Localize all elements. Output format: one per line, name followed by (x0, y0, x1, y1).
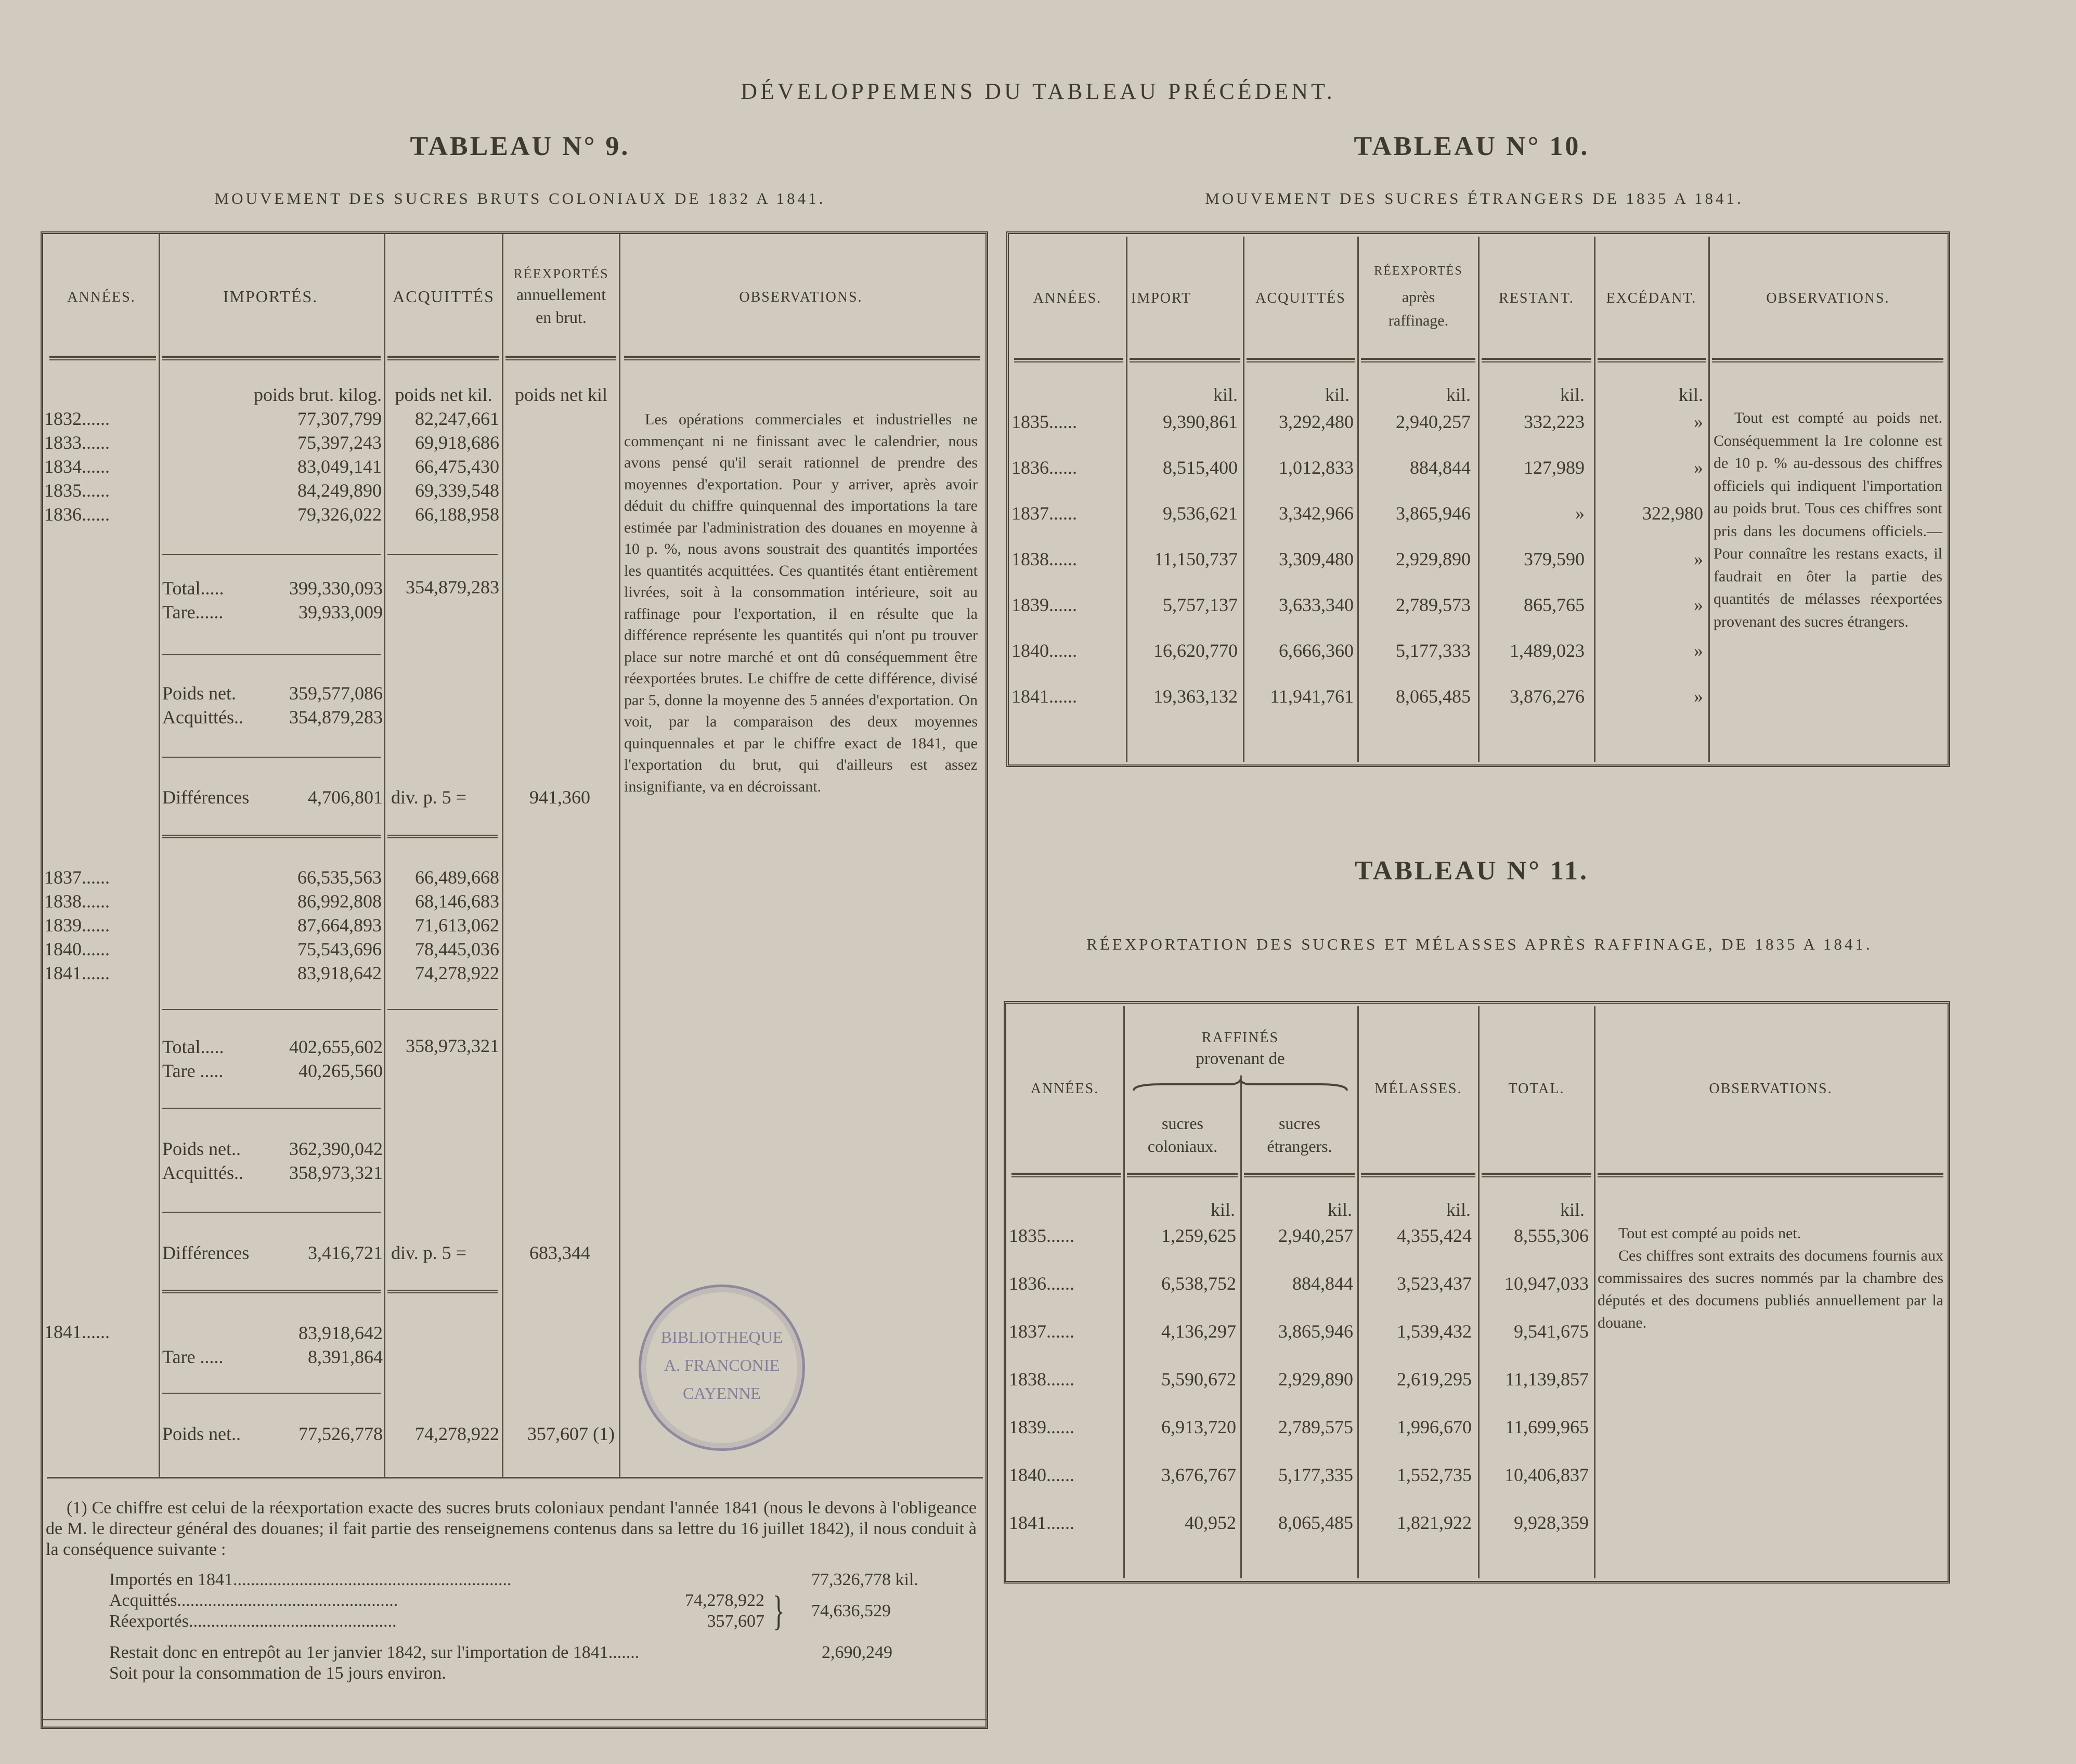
value-cell: 3,865,946 (1396, 503, 1471, 524)
page-heading: DÉVELOPPEMENS DU TABLEAU PRÉCÉDENT. (741, 79, 1335, 104)
t10-header-reexp-1: RÉEXPORTÉS (1374, 264, 1463, 278)
year-cell: 1839...... (1011, 594, 1077, 615)
value-cell: 3,876,276 (1510, 686, 1585, 707)
value-cell: 19,363,132 (1153, 686, 1238, 707)
value-cell: 2,789,573 (1396, 594, 1471, 615)
t11-unit: kil. (1210, 1199, 1235, 1220)
brace-icon (1131, 1079, 1350, 1095)
t9-footnote-value2a: 74,278,922 (685, 1591, 764, 1610)
value-cell: 75,543,696 (297, 939, 382, 959)
value-cell: 69,918,686 (415, 432, 499, 453)
t10-unit: kil. (1678, 384, 1703, 405)
value-cell: 8,555,306 (1514, 1225, 1589, 1246)
t9-footnote-text: (1) Ce chiffre est celui de la réexportation exacte des sucres bruts coloniaux pendant l'année 1841 (nous le devons à l'obligeance de M. le directeur général des douanes; il fait partie des renseignemens contenus dans sa lettre du 16 juillet 1842), il nous conduit à la conséquence suivante : (46, 1498, 977, 1559)
value-cell: 77,307,799 (297, 408, 382, 429)
value-cell: 66,475,430 (415, 456, 499, 477)
value-cell: 1,489,023 (1510, 640, 1585, 661)
value-cell: 8,065,485 (1278, 1512, 1353, 1533)
value-cell: 16,620,770 (1153, 640, 1238, 661)
t9-block1-importes (161, 407, 382, 526)
t9-header-reexp-2: annuellement (516, 285, 606, 304)
value-cell: 8,515,400 (1163, 457, 1238, 478)
value-cell: 3,676,767 (1161, 1464, 1236, 1485)
year-cell: 1835...... (1011, 411, 1077, 432)
year-cell: 1840...... (1011, 640, 1077, 661)
value-cell: 11,139,857 (1505, 1369, 1589, 1390)
value-cell: 2,789,575 (1278, 1417, 1353, 1437)
t9-block2-diff-val: 3,416,721 (308, 1242, 383, 1263)
t9-block3-values: 83,918,642 Tare ..... 8,391,864 (162, 1322, 383, 1367)
t9-block1-div: div. p. 5 = (391, 787, 466, 808)
value-cell: 379,590 (1524, 549, 1585, 569)
t10-header-reexp-2: après (1402, 289, 1435, 306)
value-cell: » (1694, 594, 1703, 615)
value-cell: 66,489,668 (415, 867, 499, 888)
value-cell: 2,929,890 (1396, 549, 1471, 569)
value-cell: 1,821,922 (1397, 1512, 1472, 1533)
value-cell: 5,590,672 (1161, 1369, 1236, 1390)
t9-footnote-value4: 2,690,249 (822, 1643, 892, 1662)
value-cell: 3,865,946 (1278, 1321, 1353, 1342)
t10-unit: kil. (1560, 384, 1585, 405)
value-cell: 86,992,808 (297, 891, 382, 912)
value-cell: 322,980 (1642, 503, 1703, 524)
t11-header-annees: ANNÉES. (1030, 1081, 1099, 1097)
value-cell: 66,188,958 (415, 504, 499, 525)
t9-block2-reexp: 683,344 (529, 1242, 590, 1263)
year-cell: 1834...... (44, 456, 110, 477)
value-cell: 83,918,642 (297, 963, 382, 983)
t9-block3-poidsnet: Poids net.. 77,526,778 (162, 1423, 383, 1444)
t11-title: TABLEAU N° 11. (1354, 856, 1589, 886)
t9-block1-diff-label: Différences (162, 787, 250, 808)
t9-block1-diff-val: 4,706,801 (308, 787, 383, 808)
brace-icon: } (772, 1588, 785, 1634)
value-cell: » (1694, 411, 1703, 432)
t11-unit: kil. (1560, 1199, 1585, 1220)
t9-block2-years (44, 865, 110, 985)
value-cell: 6,666,360 (1279, 640, 1354, 661)
t10-unit: kil. (1213, 384, 1238, 405)
value-cell: 82,247,661 (415, 408, 499, 429)
t9-block1-total: Total..... 399,330,093 Tare...... 39,933,009 (162, 578, 383, 622)
value-cell: 2,929,890 (1278, 1369, 1353, 1390)
t10-observations: Tout est compté au poids net. Conséquemment la 1re colonne est de 10 p. % au-dessous des chiffres officiels qui indiquent l'importation au poids brut. Tous ces chiffres sont pris dans les documens officiels.—Pour connaître les restans exacts, il faudrait en ôter la partie des quantités de mélasses réexportées provenant des sucres étrangers. (1714, 409, 1942, 630)
value-cell: 3,309,480 (1279, 549, 1354, 569)
value-cell: 9,390,861 (1163, 411, 1238, 432)
t10-header-import: IMPORT (1131, 290, 1192, 306)
t10-header-acquittes: ACQUITTÉS (1255, 290, 1346, 306)
t10-header-observations: OBSERVATIONS. (1766, 290, 1890, 306)
value-cell: 10,406,837 (1504, 1464, 1589, 1485)
t9-block2-div: div. p. 5 = (391, 1242, 466, 1263)
t11-header-raffines: RAFFINÉS (1201, 1030, 1279, 1046)
value-cell: » (1694, 549, 1703, 569)
t9-header-annees: ANNÉES. (67, 289, 136, 305)
t11-header-coloniaux: sucres coloniaux. (1147, 1114, 1218, 1156)
t9-header-reexp-1: RÉEXPORTÉS (513, 266, 609, 281)
t11-unit: kil. (1327, 1199, 1352, 1220)
value-cell: 1,539,432 (1397, 1321, 1472, 1342)
t9-block1-reexp: 941,360 (529, 787, 590, 808)
value-cell: 3,342,966 (1279, 503, 1354, 524)
t11-subtitle: RÉEXPORTATION DES SUCRES ET MÉLASSES APRÈS RAFFINAGE, DE 1835 A 1841. (1086, 935, 1873, 953)
t9-block3-acq: 74,278,922 (415, 1423, 499, 1444)
value-cell: 5,757,137 (1163, 594, 1238, 615)
value-cell: 1,259,625 (1161, 1225, 1236, 1246)
t9-footnote-value2: 74,636,529 (811, 1601, 891, 1620)
year-cell: 1837...... (1009, 1321, 1074, 1342)
value-cell: 10,947,033 (1504, 1273, 1589, 1294)
value-cell: 332,223 (1524, 411, 1585, 432)
year-cell: 1840...... (1009, 1464, 1074, 1485)
t9-footnote-line5: Soit pour la consommation de 15 jours environ. (109, 1664, 446, 1683)
value-cell: 3,523,437 (1397, 1273, 1472, 1294)
value-cell: » (1694, 457, 1703, 478)
t9-block1-acquittes (386, 407, 499, 526)
value-cell: 68,146,683 (415, 891, 499, 912)
value-cell: 884,844 (1410, 457, 1471, 478)
value-cell: 11,150,737 (1154, 549, 1238, 569)
t9-header-acquittes: ACQUITTÉS (393, 287, 495, 306)
value-cell: 71,613,062 (415, 915, 499, 936)
value-cell: 75,397,243 (297, 432, 382, 453)
t9-header-observations: OBSERVATIONS. (739, 289, 863, 305)
t10-subtitle: MOUVEMENT DES SUCRES ÉTRANGERS DE 1835 A 1841. (1205, 189, 1744, 207)
t9-footnote-value1: 77,326,778 kil. (811, 1570, 918, 1589)
t9-header-importes: IMPORTÉS. (223, 287, 318, 306)
value-cell: 9,536,621 (1163, 503, 1238, 524)
value-cell: 884,844 (1292, 1273, 1353, 1294)
t9-footnote-line4: Restait donc en entrepôt au 1er janvier 1842, sur l'importation de 1841....... (109, 1643, 640, 1662)
t9-block1-years (44, 407, 110, 526)
t10-header-restant: RESTANT. (1499, 290, 1574, 306)
t9-observations: Les opérations commerciales et industrielles ne commençant ni ne finissant avec le calendrier, nous avons pensé qu'il serait rationnel de prendre des moyennes d'exportation. Pour y arriver, après avoir déduit du chiffre quinquennal des importations la tare estimée par l'administration des douanes en moyenne à 10 p. %, nous avons soustrait des quantités importées les quantités acquittées. Ces quantités étant entièrement livrées, soit à la consommation intérieure, soit au raffinage pour l'exportation, il en résulte que la différence représente les quantités qui n'ont pu trouver place sur notre marché et ont dû conséquemment être réexportées brutes. Le chiffre de cette différence, divisé par 5, donne la moyenne des 5 années d'exportation. On voit, par la comparaison des deux moyennes quinquennales et par le chiffre exact de 1841, que l'exportation du brut, qui d'ailleurs est assez insignifiante, va en décroissant. (624, 411, 978, 795)
year-cell: 1836...... (1011, 457, 1077, 478)
value-cell: 79,326,022 (297, 504, 382, 525)
value-cell: 6,913,720 (1161, 1417, 1236, 1437)
year-cell: 1838...... (1009, 1369, 1074, 1390)
t10-header-excedant: EXCÉDANT. (1606, 290, 1697, 306)
value-cell: 11,699,965 (1505, 1417, 1589, 1437)
value-cell: 127,989 (1524, 457, 1585, 478)
t9-block2-diff-label: Différences (162, 1242, 250, 1263)
t9-block2-total: Total..... 402,655,602 Tare ..... 40,265,560 (162, 1036, 383, 1081)
t9-footnote-line2: Acquittés.................................................. (109, 1591, 398, 1610)
t9-unit-acquittes: poids net kil. (395, 384, 492, 405)
year-cell: 1841...... (44, 963, 110, 983)
value-cell: » (1694, 686, 1703, 707)
year-cell: 1833...... (44, 432, 110, 453)
t11-header-observations: OBSERVATIONS. (1709, 1081, 1833, 1097)
value-cell: 1,012,833 (1279, 457, 1354, 478)
value-cell: 1,552,735 (1397, 1464, 1472, 1485)
value-cell: 4,355,424 (1397, 1225, 1472, 1246)
t9-block2-poidsnet: Poids net.. 362,390,042 Acquittés.. 358,973,321 (162, 1138, 383, 1183)
t11-header-etrangers: sucres étrangers. (1267, 1114, 1332, 1156)
value-cell: 83,049,141 (297, 456, 382, 477)
year-cell: 1838...... (1011, 549, 1077, 569)
value-cell: 2,940,257 (1278, 1225, 1353, 1246)
t11-header-melasses: MÉLASSES. (1374, 1081, 1462, 1097)
t9-block3-year: 1841...... (44, 1321, 110, 1342)
year-cell: 1838...... (44, 891, 110, 912)
t9-footnote-value2b: 357,607 (707, 1612, 764, 1631)
value-cell: 2,619,295 (1397, 1369, 1472, 1390)
t9-subtitle: MOUVEMENT DES SUCRES BRUTS COLONIAUX DE 1832 A 1841. (214, 189, 826, 207)
value-cell: » (1575, 503, 1585, 524)
t11-observations: Tout est compté au poids net. Ces chiffres sont extraits des documens fournis aux commissaires des sucres nommés par la chambre des députés et des documens publiés annuellement par la douane. (1598, 1225, 1943, 1331)
t10-header-reexp-3: raffinage. (1388, 312, 1449, 329)
value-cell: 1,996,670 (1397, 1417, 1472, 1437)
year-cell: 1839...... (1009, 1417, 1074, 1437)
year-cell: 1841...... (1009, 1512, 1074, 1533)
value-cell: 3,292,480 (1279, 411, 1354, 432)
value-cell: 11,941,761 (1270, 686, 1354, 707)
t9-block2-importes (161, 865, 382, 985)
t10-unit: kil. (1446, 384, 1471, 405)
t10-title: TABLEAU N° 10. (1354, 132, 1590, 161)
year-cell: 1835...... (1009, 1225, 1074, 1246)
t9-block1-poidsnet: Poids net. 359,577,086 Acquittés.. 354,879,283 (162, 683, 383, 728)
value-cell: 5,177,335 (1278, 1464, 1353, 1485)
t9-block3-reexp: 357,607 (1) (527, 1423, 615, 1444)
value-cell: 9,928,359 (1514, 1512, 1589, 1533)
value-cell: 84,249,890 (297, 480, 382, 501)
t9-unit-reexp: poids net kil (515, 384, 607, 405)
value-cell: 4,136,297 (1161, 1321, 1236, 1342)
value-cell: 8,065,485 (1396, 686, 1471, 707)
year-cell: 1836...... (1009, 1273, 1074, 1294)
t9-footnote-line1: Importés en 1841............................................................... (109, 1570, 512, 1589)
value-cell: 865,765 (1524, 594, 1585, 615)
t9-block2-acquittes (386, 865, 499, 985)
t9-block2-total-acq: 358,973,321 (406, 1035, 499, 1056)
value-cell: 78,445,036 (415, 939, 499, 959)
t11-header-total: TOTAL. (1508, 1081, 1565, 1097)
year-cell: 1839...... (44, 915, 110, 936)
t10-header-annees: ANNÉES. (1033, 290, 1102, 306)
year-cell: 1841...... (1011, 686, 1077, 707)
t9-footnote-line3: Réexportés............................................... (109, 1612, 397, 1631)
year-cell: 1840...... (44, 939, 110, 959)
library-stamp: BIBLIOTHEQUE A. FRANCONIE CAYENNE (639, 1285, 805, 1451)
year-cell: 1837...... (44, 867, 110, 888)
value-cell: 69,339,548 (415, 480, 499, 501)
year-cell: 1837...... (1011, 503, 1077, 524)
value-cell: » (1694, 640, 1703, 661)
t9-unit-importes: poids brut. kilog. (253, 384, 382, 405)
t11-header-provenant: provenant de (1196, 1049, 1285, 1068)
t9-title: TABLEAU N° 9. (410, 132, 630, 161)
t11-unit: kil. (1446, 1199, 1471, 1220)
value-cell: 66,535,563 (297, 867, 382, 888)
t9-header-reexp-3: en brut. (536, 308, 587, 327)
value-cell: 40,952 (1185, 1512, 1236, 1533)
t9-block1-total-acq: 354,879,283 (406, 577, 499, 598)
value-cell: 2,940,257 (1396, 411, 1471, 432)
year-cell: 1832...... (44, 408, 110, 429)
year-cell: 1836...... (44, 504, 110, 525)
value-cell: 9,541,675 (1514, 1321, 1589, 1342)
value-cell: 87,664,893 (297, 915, 382, 936)
value-cell: 74,278,922 (415, 963, 499, 983)
year-cell: 1835...... (44, 480, 110, 501)
t10-unit: kil. (1325, 384, 1350, 405)
value-cell: 3,633,340 (1279, 594, 1354, 615)
value-cell: 5,177,333 (1396, 640, 1471, 661)
value-cell: 6,538,752 (1161, 1273, 1236, 1294)
